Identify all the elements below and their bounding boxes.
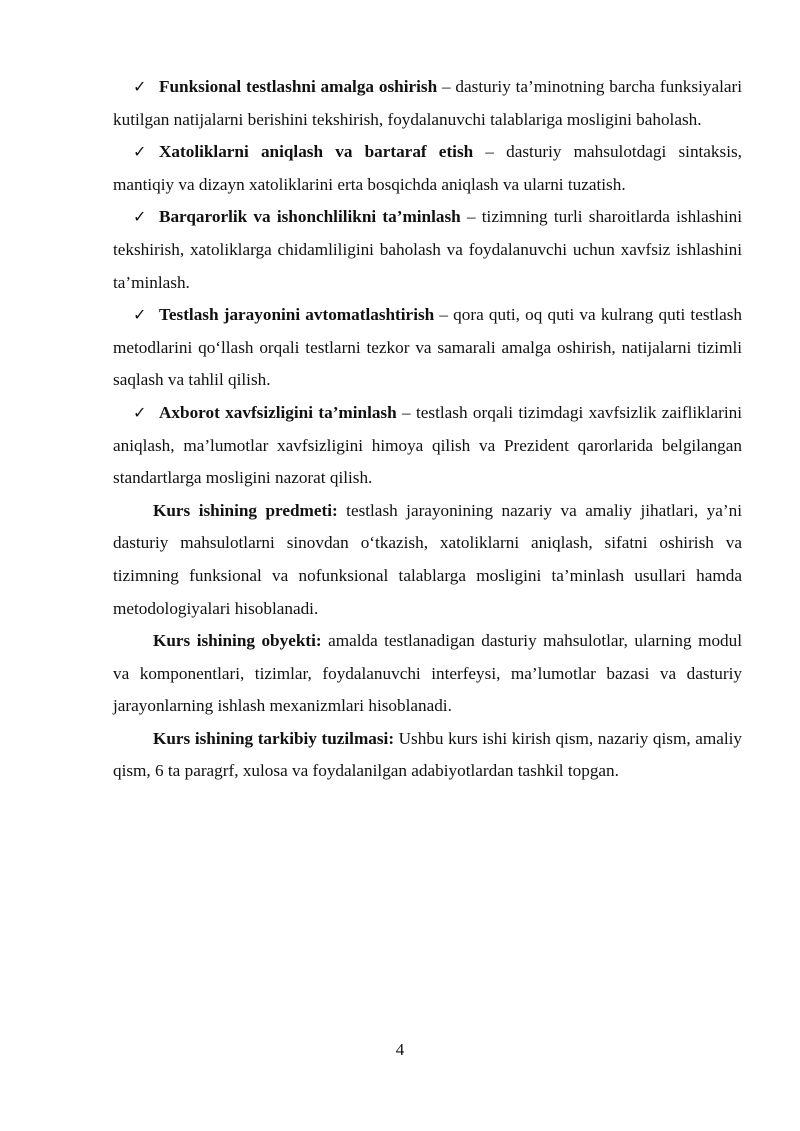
check-icon: ✓ (133, 207, 147, 227)
bullet-text: – qora quti, oq quti va kulrang quti testlash metodlarini qo‘llash orqali testlarni tezkor va samarali amalga oshirish, natijalarni tizimli saqlash va tahlil qilish. (113, 305, 742, 390)
section-title: Kurs ishining predmeti: (153, 500, 338, 520)
page-number: 4 (395, 1040, 405, 1059)
section-paragraph (113, 625, 742, 723)
bullet-title: Funksional testlashni amalga oshirish (159, 77, 438, 96)
check-icon: ✓ (133, 305, 147, 325)
check-icon: ✓ (133, 142, 147, 162)
section-title: Kurs ishining obyekti: (153, 631, 322, 651)
bullet-item (113, 71, 742, 136)
bullet-title: Axborot xavfsizligini ta’minlash (159, 402, 397, 422)
section-text: testlash jarayonining nazariy va amaliy jihatlari, ya’ni dasturiy mahsulotlarni sinovdan o‘tkazish, xatoliklarni aniqlash, sifatni oshirish va tizimning funksional va nofunksional talablarga mosligini ta’minlash usullari hamda metodologiyalari hisoblanadi. (113, 500, 742, 618)
bullet-item (113, 397, 742, 495)
bullet-title: Testlash jarayonini avtomatlashtirish (159, 305, 435, 325)
bullet-text: – dasturiy mahsulotdagi sintaksis, mantiqiy va dizayn xatoliklarini erta bosqichda aniqlash va ularni tuzatish. (113, 142, 742, 194)
check-icon: ✓ (133, 77, 147, 96)
bullet-item (113, 201, 742, 299)
bullet-item (113, 299, 742, 397)
check-icon: ✓ (133, 402, 147, 422)
section-text: Ushbu kurs ishi kirish qism, nazariy qism, amaliy qism, 6 ta paragrf, xulosa va foydalanilgan adabiyotlardan tashkil topgan. (113, 728, 742, 781)
bullet-text: – dasturiy ta’minotning barcha funksiyalari kutilgan natijalarni berishini tekshirish, foydalanuvchi talablariga mosligini baholash. (113, 77, 742, 129)
section-title: Kurs ishining tarkibiy tuzilmasi: (153, 728, 395, 748)
bullet-title: Xatoliklarni aniqlash va bartaraf etish (159, 142, 474, 162)
section-paragraph (113, 495, 742, 625)
bullet-item (113, 136, 742, 201)
bullet-text: – tizimning turli sharoitlarda ishlashini tekshirish, xatoliklarga chidamliligini baholash va foydalanuvchi uchun xavfsiz ishlashini ta’minlash. (113, 207, 742, 292)
section-text: amalda testlanadigan dasturiy mahsulotlar, ularning modul va komponentlari, tizimlar, foydalanuvchi interfeysi, ma’lumotlar bazasi va dasturiy jarayonlarning ishlash mexanizmlari hisoblanadi. (113, 631, 742, 716)
section-paragraph (113, 723, 742, 788)
document-page (113, 71, 742, 788)
bullet-title: Barqarorlik va ishonchlilikni ta’minlash (159, 207, 461, 227)
bullet-text: – testlash orqali tizimdagi xavfsizlik zaifliklarini aniqlash, ma’lumotlar xavfsizligini himoya qilish va Prezident qarorlarida belgilangan standartlarga mosligini nazorat qilish. (113, 402, 742, 488)
